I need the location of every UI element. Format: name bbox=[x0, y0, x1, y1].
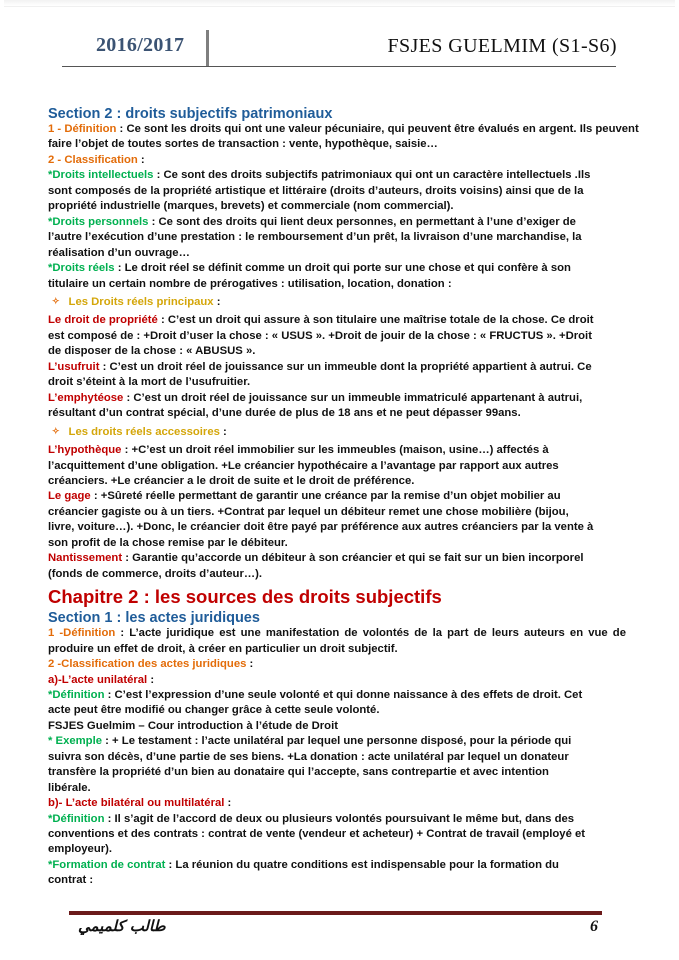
section-title-patrimoniaux: Section 2 : droits subjectifs patrimoniaux bbox=[48, 106, 333, 122]
page-body bbox=[48, 106, 639, 889]
section-title-actes: Section 1 : les actes juridiques bbox=[48, 610, 260, 627]
usufruct-line-2: droit s’éteint à la mort de l’usufruitier. bbox=[48, 376, 251, 389]
definition-line-1: 1 - Définition : Ce sont les droits qui ont une valeur pécuniaire, qui peuvent être évalués en argent. Ils peuvent bbox=[48, 123, 639, 135]
intellectual-rights-line-3: propriété industrielle (marques, brevets) et commerciale (nom commercial). bbox=[48, 200, 454, 213]
definition-label: 1 - Définition bbox=[48, 123, 117, 135]
bullet-icon: ✧ bbox=[52, 425, 60, 436]
footer-author: طالب كلميمي bbox=[78, 917, 166, 935]
emphyteusis-line-2: résultant d’un contrat spécial, d’une durée de plus de 18 ans et ne peut dépasser 99ans. bbox=[48, 407, 521, 420]
property-right-label: Le droit de propriété bbox=[48, 314, 158, 327]
contract-formation-label: *Formation de contrat bbox=[48, 858, 166, 871]
nantissement-label: Nantissement bbox=[48, 552, 123, 565]
bullet-icon: ✧ bbox=[52, 295, 60, 306]
legal-act-classification-label: 2 -Classification des actes juridiques bbox=[48, 658, 247, 671]
intellectual-rights-label: *Droits intellectuels bbox=[48, 169, 154, 182]
intellectual-rights-line-1: *Droits intellectuels : Ce sont des droits subjectifs patrimoniaux qui ont un caractère intellectuels .Ils bbox=[48, 169, 591, 182]
usufruct-line-1: L’usufruit : C’est un droit réel de jouissance sur un immeuble dont la propriété appartient à autrui. Ce bbox=[48, 360, 592, 373]
header-year: 2016/2017 bbox=[96, 34, 185, 56]
example-line-1: * Exemple : + Le testament : l’acte unilatéral par lequel une personne disposé, pour la période qui bbox=[48, 735, 572, 748]
legal-act-definition-line-1: 1 -Définition : L’acte juridique est une manifestation de volontés de la part de leurs auteurs en vue de bbox=[48, 627, 626, 640]
property-right-line-1: Le droit de propriété : C’est un droit qui assure à son titulaire une maîtrise totale de la chose. Ce droit bbox=[48, 314, 594, 327]
definition-line-2: faire l’objet de toutes sortes de transaction : vente, hypothèque, saisie… bbox=[48, 138, 438, 151]
contract-formation-line-2: contrat : bbox=[48, 874, 94, 887]
nantissement-line-2: (fonds de commerce, droits d’auteur…). bbox=[48, 567, 263, 580]
classification-heading: 2 - Classification : bbox=[48, 153, 145, 166]
property-right-line-3: de disposer de la chose : « ABUSUS ». bbox=[48, 345, 256, 358]
course-footer-note: FSJES Guelmim – Cour introduction à l’étude de Droit bbox=[48, 719, 338, 732]
property-right-line-2: est composé de : +Droit d’user la chose : « USUS ». +Droit de jouir de la chose : « FRUCTUS ». +Droit bbox=[48, 329, 592, 342]
legal-act-definition-label: 1 -Définition bbox=[48, 627, 116, 640]
personal-rights-label: *Droits personnels bbox=[48, 215, 149, 228]
intellectual-rights-line-2: sont composés de la propriété artistique et littéraire (droits d’auteurs, droits voisins) ainsi que de la bbox=[48, 184, 584, 197]
unilateral-act-heading: a)-L’acte unilatéral : bbox=[48, 673, 155, 686]
footer-bar bbox=[69, 911, 602, 915]
unilateral-act-label: a)-L’acte unilatéral bbox=[48, 673, 148, 686]
real-rights-line-1: *Droits réels : Le droit réel se définit comme un droit qui porte sur une chose et qui confère à son bbox=[48, 262, 571, 275]
bilateral-definition-line-1: *Définition : Il s’agit de l’accord de deux ou plusieurs volontés poursuivant le même but, dans des bbox=[48, 812, 575, 825]
bilateral-definition-line-3: employeur). bbox=[48, 843, 113, 856]
legal-act-definition-line-2: produire un effet de droit, à créer en particulier un droit subjectif. bbox=[48, 642, 398, 655]
emphyteusis-line-1: L’emphytéose : C’est un droit réel de jouissance sur un immeuble immatriculé appartenant à autrui, bbox=[48, 391, 583, 404]
principal-real-rights-heading: ✧ Les Droits réels principaux : bbox=[52, 295, 221, 308]
pledge-line-2: créancier gagiste ou à un tiers. +Contrat par lequel un débiteur remet une chose mobilière (bijou, bbox=[48, 505, 569, 518]
unilateral-definition-label: *Définition bbox=[48, 688, 105, 701]
bilateral-definition-label: *Définition bbox=[48, 812, 105, 825]
personal-rights-line-3: réalisation d’un ouvrage… bbox=[48, 246, 190, 259]
unilateral-definition-line-1: *Définition : C’est l’expression d’une seule volonté et qui donne naissance à des effets de droit. Cet bbox=[48, 688, 583, 701]
example-line-4: libérale. bbox=[48, 781, 91, 794]
real-rights-label: *Droits réels bbox=[48, 262, 115, 275]
example-line-3: transfère la propriété d’un bien au donataire qui l’accepte, sans contrepartie et avec intention bbox=[48, 766, 549, 779]
contract-formation-line-1: *Formation de contrat : La réunion du quatre conditions est indispensable pour la formation du bbox=[48, 858, 559, 871]
bilateral-act-heading: b)- L’acte bilatéral ou multilatéral : bbox=[48, 797, 232, 810]
real-rights-line-2: titulaire un certain nombre de prérogatives : utilisation, location, donation : bbox=[48, 277, 452, 290]
usufruct-label: L’usufruit bbox=[48, 360, 100, 373]
header-school: FSJES GUELMIM (S1-S6) bbox=[387, 35, 617, 57]
accessory-real-rights-heading: ✧ Les droits réels accessoires : bbox=[52, 425, 227, 438]
classification-label: 2 - Classification bbox=[48, 153, 138, 166]
legal-act-classification-heading: 2 -Classification des actes juridiques : bbox=[48, 658, 254, 671]
pledge-line-3: livre, voiture…). +Donc, le créancier doit être payé par préférence aux autres créanciers par la vente à bbox=[48, 521, 594, 534]
pledge-label: Le gage bbox=[48, 490, 91, 503]
mortgage-line-2: l’acquittement d’une obligation. +Le créancier hypothécaire a l’avantage par rapport aux autres bbox=[48, 459, 559, 472]
example-line-2: suivra son décès, d’une partie de ses biens. +La donation : acte unilatéral par lequel un donateur bbox=[48, 750, 569, 763]
emphyteusis-label: L’emphytéose bbox=[48, 391, 124, 404]
mortgage-line-3: créanciers. +Le créancier a le droit de suite et le droit de préférence. bbox=[48, 474, 415, 487]
personal-rights-line-2: l’autre l’exécution d’une prestation : le remboursement d’un prêt, la livraison d’une marchandise, la bbox=[48, 231, 582, 244]
chapter-title: Chapitre 2 : les sources des droits subjectifs bbox=[48, 586, 442, 608]
mortgage-line-1: L’hypothèque : +C’est un droit réel immobilier sur les immeubles (maison, usine…) affectés à bbox=[48, 444, 549, 457]
page-number: 6 bbox=[590, 918, 598, 935]
pledge-line-4: son profit de la chose remise par le débiteur. bbox=[48, 536, 288, 549]
page-top-frame bbox=[4, 0, 675, 7]
nantissement-line-1: Nantissement : Garantie qu’accorde un débiteur à son créancier et qui se fait sur un bien incorporel bbox=[48, 552, 584, 565]
bilateral-act-label: b)- L’acte bilatéral ou multilatéral bbox=[48, 797, 225, 810]
bilateral-definition-line-2: conventions et des contrats : contrat de vente (vendeur et acheteur) + Contrat de travail (employé et bbox=[48, 828, 586, 841]
header-underline bbox=[62, 66, 616, 67]
personal-rights-line-1: *Droits personnels : Ce sont des droits qui lient deux personnes, en permettant à l’une d’exiger de bbox=[48, 215, 576, 228]
unilateral-definition-line-2: acte peut être modifié ou changer grâce à cette seule volonté. bbox=[48, 704, 380, 717]
header-separator bbox=[206, 30, 209, 66]
example-label: * Exemple bbox=[48, 735, 103, 748]
pledge-line-1: Le gage : +Sûreté réelle permettant de garantir une créance par la remise d’un objet mobilier au bbox=[48, 490, 561, 503]
mortgage-label: L’hypothèque bbox=[48, 444, 122, 457]
